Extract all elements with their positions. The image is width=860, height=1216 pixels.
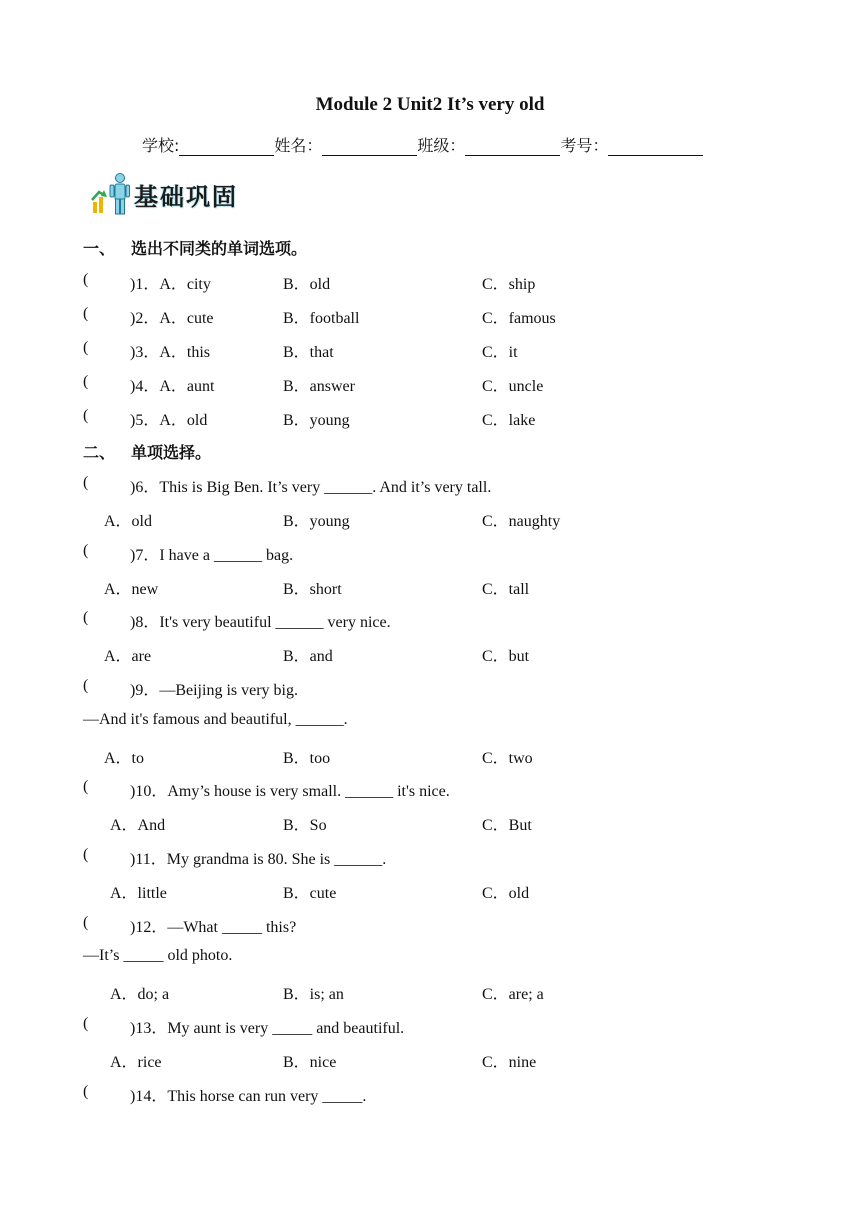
banner-title: 基础巩固: [134, 182, 238, 211]
class-label: 班级：: [417, 136, 466, 155]
option-a: A．new: [104, 581, 159, 598]
option-a: A．old: [104, 513, 153, 530]
student-info-line: [142, 133, 703, 156]
section-2-title: 单项选择。: [131, 443, 212, 462]
option-b: B．is; an: [283, 986, 344, 1003]
option-b: B．that: [283, 344, 334, 361]
option-c: C．but: [482, 648, 530, 665]
option-b: B．and: [283, 648, 333, 665]
question-stem: )5．A．old: [130, 412, 208, 429]
option-b: B．So: [283, 817, 327, 834]
option-b: B．young: [283, 412, 350, 429]
answer-paren[interactable]: (: [83, 339, 89, 356]
question-continuation: —It’s _____ old photo.: [83, 947, 233, 964]
option-b: B．too: [283, 750, 331, 767]
person-chart-icon: [90, 172, 130, 216]
option-c: C．tall: [482, 581, 530, 598]
question-stem: )8．It's very beautiful ______ very nice.: [130, 614, 391, 631]
name-label: 姓名：: [274, 136, 323, 155]
exam-number-label: 考号：: [560, 136, 609, 155]
option-c: C．ship: [482, 276, 536, 293]
option-a: A．little: [110, 885, 167, 902]
answer-paren[interactable]: (: [83, 373, 89, 390]
question-stem: )1．A．city: [130, 276, 211, 293]
question-stem: )7．I have a ______ bag.: [130, 547, 294, 564]
option-b: B．old: [283, 276, 331, 293]
answer-paren[interactable]: (: [83, 609, 89, 626]
question-stem: )9．—Beijing is very big.: [130, 682, 298, 699]
answer-paren[interactable]: (: [83, 271, 89, 288]
option-a: A．to: [104, 750, 145, 767]
option-c: C．famous: [482, 310, 556, 327]
question-stem: )10．Amy’s house is very small. ______ it's nice.: [130, 783, 450, 800]
option-b: B．football: [283, 310, 360, 327]
question-stem: )11．My grandma is 80. She is ______.: [130, 851, 387, 868]
option-a: A．rice: [110, 1054, 162, 1071]
option-c: C．are; a: [482, 986, 544, 1003]
exam-number-blank[interactable]: [608, 138, 703, 156]
option-a: A．are: [104, 648, 152, 665]
option-c: C．old: [482, 885, 530, 902]
name-blank[interactable]: [322, 138, 417, 156]
option-a: A．And: [110, 817, 166, 834]
answer-paren[interactable]: (: [83, 474, 89, 491]
section-1-heading: [83, 236, 307, 259]
option-b: B．short: [283, 581, 342, 598]
question-stem: )12．—What _____ this?: [130, 919, 297, 936]
question-stem: )4．A．aunt: [130, 378, 215, 395]
question-stem: )2．A．cute: [130, 310, 214, 327]
option-b: B．answer: [283, 378, 355, 395]
answer-paren[interactable]: (: [83, 1015, 89, 1032]
option-c: C．lake: [482, 412, 536, 429]
answer-paren[interactable]: (: [83, 407, 89, 424]
page-title: Module 2 Unit2 It’s very old: [315, 94, 545, 115]
option-c: C．it: [482, 344, 518, 361]
answer-paren[interactable]: (: [83, 914, 89, 931]
class-blank[interactable]: [465, 138, 560, 156]
option-c: C．uncle: [482, 378, 544, 395]
question-stem: )14．This horse can run very _____.: [130, 1088, 367, 1105]
answer-paren[interactable]: (: [83, 677, 89, 694]
question-stem: )6．This is Big Ben. It’s very ______. And it’s very tall.: [130, 479, 492, 496]
school-blank[interactable]: [179, 138, 274, 156]
section-1-title: 选出不同类的单词选项。: [131, 239, 308, 258]
school-label: 学校:: [142, 136, 180, 155]
section-2-number: 二、: [83, 443, 116, 462]
option-a: A．do; a: [110, 986, 170, 1003]
answer-paren[interactable]: (: [83, 305, 89, 322]
question-stem: )13．My aunt is very _____ and beautiful.: [130, 1020, 405, 1037]
answer-paren[interactable]: (: [83, 1083, 89, 1100]
answer-paren[interactable]: (: [83, 778, 89, 795]
option-c: C．two: [482, 750, 533, 767]
option-b: B．young: [283, 513, 350, 530]
option-b: B．cute: [283, 885, 337, 902]
answer-paren[interactable]: (: [83, 846, 89, 863]
section-2-heading: [83, 440, 211, 463]
option-c: C．But: [482, 817, 532, 834]
option-b: B．nice: [283, 1054, 337, 1071]
option-c: C．nine: [482, 1054, 537, 1071]
question-stem: )3．A．this: [130, 344, 211, 361]
question-continuation: —And it's famous and beautiful, ______.: [83, 711, 348, 728]
section-1-number: 一、: [83, 239, 116, 258]
answer-paren[interactable]: (: [83, 542, 89, 559]
section-banner: [90, 172, 238, 216]
option-c: C．naughty: [482, 513, 561, 530]
